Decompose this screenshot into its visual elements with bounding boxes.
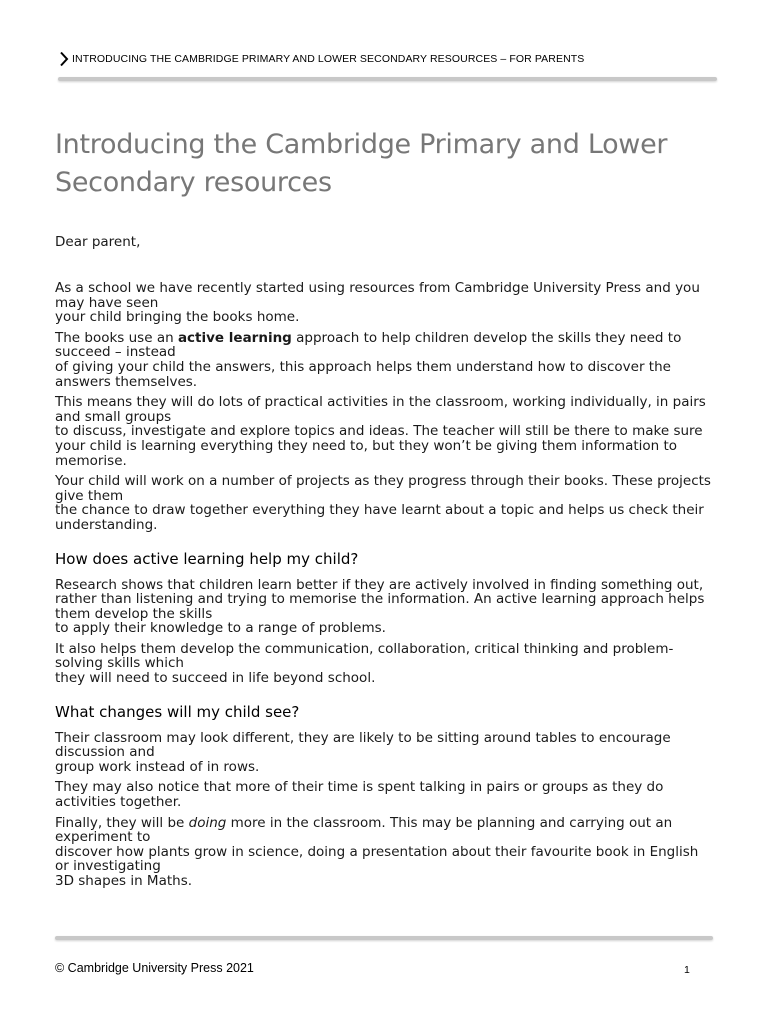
paragraph-line: group work instead of in rows. [55,758,260,775]
text-run: Finally, they will be [55,814,189,831]
intro-paragraph-4 [55,474,715,532]
paragraph-line: Their classroom may look different, they are likely to be sitting around tables to encourage discussion and [55,729,671,761]
paragraph-line: discover how plants grow in science, doing a presentation about their favourite book in English or investigating [55,843,699,875]
paragraph-line: As a school we have recently started using resources from Cambridge University Press and you may have seen [55,280,700,311]
section2-paragraph-3 [55,816,715,889]
section-heading-active-learning: How does active learning help my child? [55,549,359,568]
intro-paragraph-1 [55,281,715,325]
intro-paragraph-2 [55,331,715,389]
page-number: 1 [684,964,690,976]
section2-paragraph-2 [55,780,715,809]
running-header [58,50,718,68]
paragraph-line: of giving your child the answers, this approach helps them understand how to discover the answers themselves. [55,358,671,390]
paragraph-line: They may also notice that more of their time is spent talking in pairs or groups as they do activities together. [55,779,664,811]
paragraph-line [55,331,715,360]
section2-paragraph-1 [55,731,715,775]
greeting: Dear parent, [55,234,141,250]
text-run: approach to help children develop the skills they need to succeed – instead [55,329,682,361]
header-text: INTRODUCING THE CAMBRIDGE PRIMARY AND LOWER SECONDARY RESOURCES – FOR PARENTS [72,53,585,65]
bold-term: active learning [177,329,292,346]
title-line-2: Secondary resources [55,167,332,198]
paragraph-line: This means they will do lots of practical activities in the classroom, working individually, in pairs and small groups [55,394,706,425]
paragraph-line: to apply their knowledge to a range of problems. [55,620,386,637]
section1-paragraph-2 [55,642,715,686]
chevron-right-icon [58,51,70,67]
section-heading-changes: What changes will my child see? [55,702,300,721]
footer-divider [55,936,713,940]
paragraph-line: the chance to draw together everything they have learnt about a topic and helps us check their understanding. [55,502,704,533]
copyright-notice: © Cambridge University Press 2021 [55,961,254,975]
paragraph-line: 3D shapes in Maths. [55,873,193,889]
paragraph-line: It also helps them develop the communication, collaboration, critical thinking and problem-solving skills which [55,640,674,672]
paragraph-line: Research shows that children learn better if they are actively involved in finding something out, rather than listening and trying to memorise the information. An active learning approach helps them develop the skills [55,576,705,622]
paragraph-line [55,816,715,845]
header-divider [58,77,717,81]
page-title [55,126,735,202]
text-run: more in the classroom. This may be planning and carrying out an experiment to [55,814,673,846]
paragraph-line: they will need to succeed in life beyond school. [55,670,376,687]
text-run: The books use an [55,329,178,346]
paragraph-line: Your child will work on a number of projects as they progress through their books. These projects give them [55,473,711,504]
italic-term: doing [188,814,227,831]
letter-body [55,230,715,895]
paragraph-line: your child bringing the books home. [55,309,300,326]
paragraph-line: to discuss, investigate and explore topics and ideas. The teacher will still be there to make sure your child is learning everything they need to, but they won’t be giving them information to memorise. [55,423,703,469]
intro-paragraph-3 [55,395,715,468]
section1-paragraph-1 [55,578,715,636]
title-line-1: Introducing the Cambridge Primary and Lower [55,129,668,160]
